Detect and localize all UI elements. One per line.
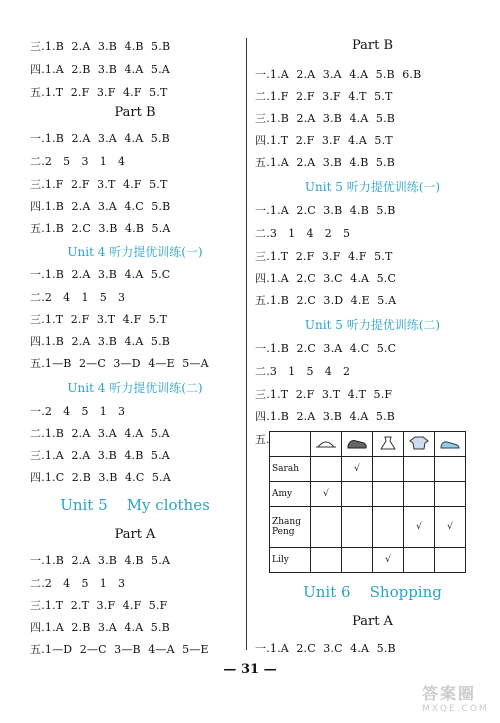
watermark-url: MXQE.COM — [422, 704, 489, 714]
clothes-picture-cell — [311, 432, 342, 457]
answer-line: 一.1.B 2.A 3.B 4.B 5.A — [30, 554, 171, 567]
unit5-listening-1-heading: Unit 5 听力提优训练(一) — [304, 180, 441, 194]
dress-icon — [377, 436, 399, 450]
tick-cell: √ — [373, 548, 404, 573]
page-number: — 31 — — [223, 662, 277, 677]
answer-line: 四.1.A 2.B 3.B 4.A 5.A — [30, 63, 170, 76]
coat-icon — [408, 436, 430, 450]
answer-line: 三.1.T 2.F 3.T 4.F 5.T — [30, 313, 168, 326]
answer-line: 四.1.T 2.F 3.F 4.A 5.T — [255, 134, 393, 147]
clothes-picture-cell — [435, 432, 466, 457]
tick-cell: √ — [435, 507, 466, 548]
tick-cell — [311, 548, 342, 573]
tick-cell — [373, 507, 404, 548]
answer-line: 五.1.B 2.C 3.B 4.B 5.A — [30, 222, 171, 235]
hat-icon — [315, 436, 337, 450]
clothes-picture-cell — [342, 432, 373, 457]
part-b-heading: Part B — [351, 38, 394, 53]
tick-cell: √ — [342, 457, 373, 482]
table-corner — [270, 432, 311, 457]
tick-cell — [435, 457, 466, 482]
answer-line: 三.1.T 2.T 3.F 4.F 5.F — [30, 599, 168, 612]
part-a-heading: Part A — [352, 614, 393, 629]
part-a-heading: Part A — [114, 527, 156, 542]
answer-line: 二.2 5 3 1 4 — [30, 155, 126, 168]
tick-cell — [342, 548, 373, 573]
answer-line: 四.1.B 2.A 3.A 4.C 5.B — [30, 200, 171, 213]
tick-cell — [373, 482, 404, 507]
answer-line: 五.1—D 2—C 3—B 4—A 5—E — [30, 643, 209, 656]
answer-line: 二.1.F 2.F 3.F 4.T 5.T — [255, 90, 393, 103]
answer-line: 一.1.B 2.C 3.A 4.C 5.C — [255, 342, 397, 355]
tick-cell — [373, 457, 404, 482]
answer-line: 一.1.B 2.A 3.A 4.A 5.B — [30, 132, 170, 145]
table-header-row — [270, 432, 466, 457]
tick-cell — [342, 507, 373, 548]
answer-line: 五.1.T 2.F 3.F 4.F 5.T — [30, 86, 168, 99]
table-row — [270, 457, 466, 482]
answer-line: 一.1.B 2.A 3.B 4.A 5.C — [30, 268, 171, 281]
table-row — [270, 548, 466, 573]
table-row — [270, 482, 466, 507]
student-name: Amy — [270, 482, 311, 507]
answer-line: 三.1.A 2.A 3.B 4.B 5.A — [30, 449, 170, 462]
clothes-picture-cell — [373, 432, 404, 457]
answer-line: 四.1.B 2.A 3.B 4.A 5.B — [30, 335, 171, 348]
part-b-heading: Part B — [114, 105, 156, 120]
unit6-heading: Unit 6 Shopping — [303, 583, 442, 601]
answer-line: 三.1.T 2.F 3.T 4.T 5.F — [255, 388, 393, 401]
student-name: Zhang Peng — [270, 507, 311, 548]
tick-cell — [404, 482, 435, 507]
unit4-listening-1-heading: Unit 4 听力提优训练(一) — [67, 245, 203, 259]
answer-line: 五.1.B 2.C 3.D 4.E 5.A — [255, 294, 397, 307]
clothes-matching-table — [269, 431, 466, 573]
watermark-logo — [422, 681, 494, 715]
tick-cell — [404, 548, 435, 573]
shoe-icon — [346, 436, 368, 450]
unit4-listening-2-heading: Unit 4 听力提优训练(二) — [67, 381, 203, 395]
unit5-heading: Unit 5 My clothes — [60, 496, 210, 514]
tick-cell — [311, 507, 342, 548]
table-row — [270, 507, 466, 548]
sneakers-icon — [439, 436, 461, 450]
answer-line: 五.1.A 2.A 3.B 4.B 5.B — [255, 156, 396, 169]
answer-line: 五.1—B 2—C 3—D 4—E 5—A — [30, 357, 209, 370]
answer-line: 二.2 4 1 5 3 — [30, 291, 126, 304]
clothes-picture-cell — [404, 432, 435, 457]
answer-line: 一.1.A 2.C 3.C 4.A 5.B — [255, 642, 396, 655]
answer-line: 二.1.B 2.A 3.A 4.A 5.A — [30, 427, 170, 440]
section-five-label: 五. — [255, 433, 270, 446]
tick-cell — [342, 482, 373, 507]
answer-line: 二.3 1 4 2 5 — [255, 227, 351, 240]
answer-line: 三.1.B 2.A 3.B 4.A 5.B — [255, 112, 396, 125]
column-divider — [246, 38, 247, 650]
answer-line: 三.1.B 2.A 3.B 4.B 5.B — [30, 40, 171, 53]
answer-line: 三.1.T 2.F 3.F 4.F 5.T — [255, 250, 393, 263]
tick-cell: √ — [404, 507, 435, 548]
answer-line: 一.2 4 5 1 3 — [30, 405, 126, 418]
tick-cell: √ — [311, 482, 342, 507]
answer-line: 二.3 1 5 4 2 — [255, 365, 351, 378]
answer-line: 三.1.F 2.F 3.T 4.F 5.T — [30, 178, 168, 191]
student-name: Lily — [270, 548, 311, 573]
tick-cell — [435, 482, 466, 507]
tick-cell — [404, 457, 435, 482]
tick-cell — [311, 457, 342, 482]
answer-line: 四.1.A 2.B 3.A 4.A 5.B — [30, 621, 170, 634]
unit5-listening-2-heading: Unit 5 听力提优训练(二) — [304, 318, 441, 332]
student-name: Sarah — [270, 457, 311, 482]
answer-line: 一.1.A 2.A 3.A 4.A 5.B 6.B — [255, 68, 422, 81]
answer-line: 二.2 4 5 1 3 — [30, 577, 126, 590]
watermark-text: 答案圈 — [422, 684, 477, 703]
answer-line: 四.1.B 2.A 3.B 4.A 5.B — [255, 410, 396, 423]
answer-line: 四.1.C 2.B 3.B 4.C 5.A — [30, 471, 171, 484]
answer-line: 一.1.A 2.C 3.B 4.B 5.B — [255, 204, 396, 217]
answer-line: 四.1.A 2.C 3.C 4.A 5.C — [255, 272, 397, 285]
tick-cell — [435, 548, 466, 573]
